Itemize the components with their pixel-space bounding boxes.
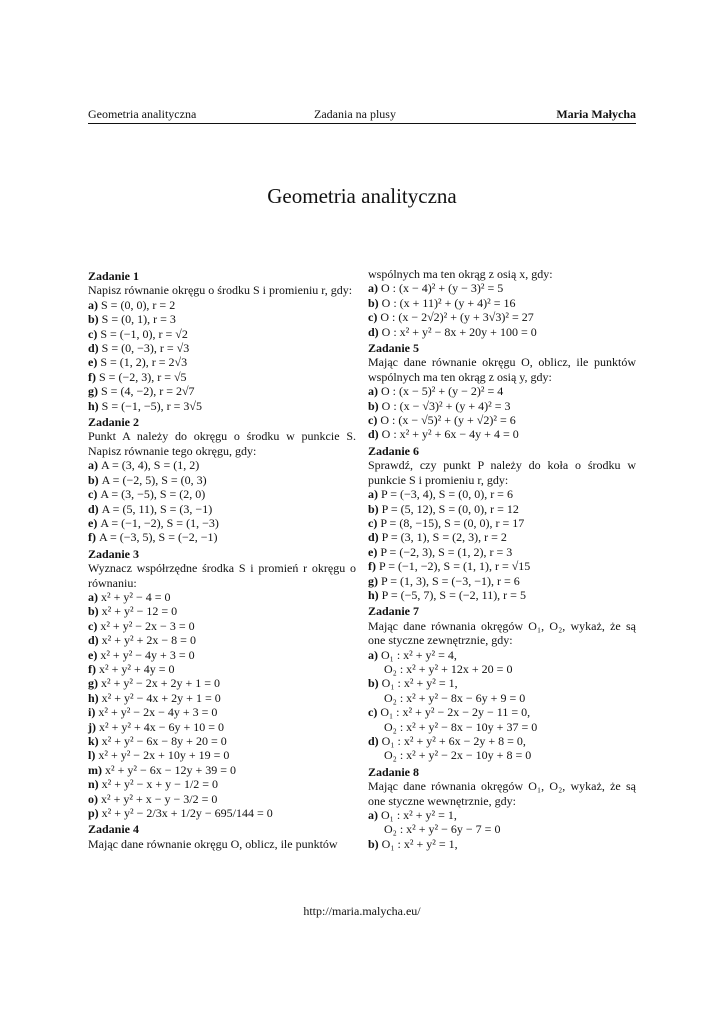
exercise-item — [368, 487, 636, 501]
exercise-item — [88, 619, 356, 633]
item-label: c) — [368, 310, 378, 325]
item-label: d) — [88, 633, 99, 648]
exercise-item — [88, 604, 356, 618]
item-formula: P = (−3, 4), S = (0, 0), r = 6 — [381, 487, 513, 502]
item-label: b) — [88, 472, 99, 487]
exercise-item — [368, 837, 636, 851]
item-formula: P = (8, −15), S = (0, 0), r = 17 — [380, 515, 525, 530]
exercise-heading: Zadanie 8 — [368, 764, 420, 779]
item-formula: P = (−2, 3), S = (1, 2), r = 3 — [380, 544, 513, 559]
exercise-item — [88, 590, 356, 604]
exercise-heading: Zadanie 2 — [88, 415, 140, 430]
item-formula: O : (x − √3)² + (y + 4)² = 3 — [381, 398, 511, 413]
item-formula: x² + y² − 4 = 0 — [101, 589, 171, 604]
exercise-prompt: Mając dane równania okręgów O₁, O₂, wykaż, że są one styczne wewnętrznie, gdy: — [368, 779, 636, 808]
item-label: f) — [88, 530, 96, 545]
item-formula: S = (−2, 3), r = √5 — [99, 369, 187, 384]
item-label: a) — [368, 384, 378, 399]
item-formula: x² + y² + 4x − 6y + 10 = 0 — [99, 719, 225, 734]
item-formula: x² + y² − 2x + 2y + 1 = 0 — [101, 676, 221, 691]
exercise-prompt: wspólnych ma ten okrąg z osią x, gdy: — [368, 267, 553, 281]
exercise-item — [368, 588, 636, 602]
exercise-item — [88, 502, 356, 516]
item-label: l) — [88, 748, 96, 763]
exercise-item — [88, 648, 356, 662]
exercise-prompt: Mając dane równanie okręgu O, oblicz, ile punktów — [88, 836, 338, 851]
item-formula: S = (−1, 0), r = √2 — [100, 326, 188, 341]
item-label: b) — [88, 312, 99, 327]
header-author: Maria Małycha — [556, 107, 636, 121]
item-label: h) — [88, 690, 99, 705]
item-label: m) — [88, 762, 102, 777]
item-formula: S = (−1, −5), r = 3√5 — [101, 398, 202, 413]
item-formula: x² + y² − 12 = 0 — [101, 604, 178, 619]
item-formula: x² + y² + 4y = 0 — [99, 661, 175, 676]
item-label: a) — [368, 487, 378, 502]
item-label: b) — [368, 676, 379, 691]
exercise-item — [368, 384, 636, 398]
item-formula: S = (0, 0), r = 2 — [101, 297, 176, 312]
item-label: a) — [368, 808, 378, 823]
item-formula: S = (4, −2), r = 2√7 — [101, 384, 195, 399]
item-label: h) — [368, 587, 379, 602]
exercise-item — [88, 530, 356, 544]
item-label: a) — [368, 281, 378, 296]
exercise-item — [88, 355, 356, 369]
item-formula: x² + y² + x − y − 3/2 = 0 — [101, 791, 218, 806]
exercise-item — [368, 648, 636, 662]
item-label: p) — [88, 806, 99, 821]
item-formula: x² + y² − 2x − 4y + 3 = 0 — [98, 705, 218, 720]
item-label: h) — [88, 398, 99, 413]
header-center: Zadania na plusy — [314, 107, 396, 121]
item-formula: x² + y² − 6x − 8y + 20 = 0 — [101, 734, 227, 748]
exercise-item — [368, 676, 636, 690]
item-label: e) — [88, 355, 98, 370]
item-formula: A = (−1, −2), S = (1, −3) — [100, 515, 219, 530]
item-formula: x² + y² − x + y − 1/2 = 0 — [101, 777, 219, 792]
item-label: i) — [88, 705, 96, 720]
exercise-prompt: Punkt A należy do okręgu o środku w punkcie S. Napisz równanie tego okręgu, gdy: — [88, 429, 356, 458]
exercise-item — [368, 399, 636, 413]
item-label: c) — [88, 618, 98, 633]
item-formula: O₁ : x² + y² = 1, — [381, 836, 458, 851]
item-label: g) — [88, 384, 98, 399]
exercise-item — [88, 516, 356, 530]
item-formula: O : x² + y² + 6x − 4y + 4 = 0 — [381, 427, 519, 442]
exercise-item-continuation: O₂ : x² + y² + 12x + 20 = 0 — [384, 661, 513, 676]
item-label: d) — [368, 530, 379, 545]
exercise-heading: Zadanie 3 — [88, 546, 140, 561]
item-formula: P = (3, 1), S = (2, 3), r = 2 — [381, 530, 507, 545]
item-formula: O : (x − 5)² + (y − 2)² = 4 — [381, 384, 504, 399]
item-formula: O₁ : x² + y² = 1, — [381, 676, 458, 691]
exercise-item — [88, 384, 356, 398]
item-formula: A = (3, −5), S = (2, 0) — [100, 487, 206, 502]
right-column — [368, 267, 636, 851]
item-formula: O : (x − 2√2)² + (y + 3√3)² = 27 — [380, 310, 534, 325]
exercise-item — [88, 662, 356, 676]
exercise-item — [368, 427, 636, 441]
exercise-item — [368, 574, 636, 588]
item-formula: O₁ : x² + y² + 6x − 2y + 8 = 0, — [381, 734, 526, 748]
item-formula: P = (1, 3), S = (−3, −1), r = 6 — [381, 573, 520, 588]
exercise-heading: Zadanie 4 — [88, 822, 140, 837]
exercise-item — [368, 530, 636, 544]
exercise-prompt: Napisz równanie okręgu o środku S i promieniu r, gdy: — [88, 283, 353, 298]
exercise-item — [88, 748, 356, 762]
page-title: Geometria analityczna — [267, 184, 457, 208]
exercise-heading: Zadanie 7 — [368, 604, 420, 619]
item-formula: x² + y² − 2x − 3 = 0 — [100, 618, 195, 633]
item-label: c) — [88, 326, 98, 341]
exercise-item — [88, 806, 356, 820]
item-formula: x² + y² − 6x − 12y + 39 = 0 — [105, 762, 237, 777]
item-formula: A = (3, 4), S = (1, 2) — [101, 458, 200, 473]
item-label: e) — [88, 647, 98, 662]
exercise-item — [88, 691, 356, 705]
exercise-item — [88, 734, 356, 748]
item-formula: x² + y² − 2x + 10y + 19 = 0 — [98, 748, 230, 763]
item-label: a) — [368, 647, 378, 662]
item-label: f) — [368, 559, 376, 574]
exercise-item — [88, 705, 356, 719]
exercise-item — [88, 473, 356, 487]
item-label: f) — [88, 661, 96, 676]
item-label: d) — [368, 324, 379, 339]
exercise-item — [88, 312, 356, 326]
footer-url: http://maria.malycha.eu/ — [303, 904, 421, 918]
exercise-item — [88, 676, 356, 690]
item-label: a) — [88, 458, 98, 473]
item-label: c) — [368, 705, 378, 720]
exercise-item — [88, 777, 356, 791]
exercise-item — [368, 705, 636, 719]
item-formula: O : (x − 4)² + (y − 3)² = 5 — [381, 281, 504, 296]
item-formula: O : (x + 11)² + (y + 4)² = 16 — [381, 295, 516, 310]
exercise-item — [88, 763, 356, 777]
item-label: k) — [88, 734, 99, 748]
exercise-prompt: Mając dane równanie okręgu O, oblicz, ile punktów wspólnych ma ten okrąg z osią y, gdy: — [368, 355, 636, 384]
exercise-item — [368, 734, 636, 748]
exercise-item — [88, 458, 356, 472]
item-label: b) — [368, 501, 379, 516]
exercise-item — [368, 296, 636, 310]
item-formula: S = (0, −3), r = √3 — [101, 341, 190, 356]
item-label: a) — [88, 589, 98, 604]
exercise-item — [88, 399, 356, 413]
exercise-item — [368, 516, 636, 530]
item-formula: O₁ : x² + y² − 2x − 2y − 11 = 0, — [380, 705, 531, 720]
item-label: d) — [368, 427, 379, 442]
item-formula: A = (−2, 5), S = (0, 3) — [101, 472, 207, 487]
item-label: n) — [88, 777, 99, 792]
exercise-item — [368, 310, 636, 324]
exercise-prompt: Wyznacz współrzędne środka S i promień r okręgu o równaniu: — [88, 561, 356, 590]
exercise-item — [88, 633, 356, 647]
exercise-item — [368, 413, 636, 427]
item-label: b) — [368, 836, 379, 851]
exercise-item — [88, 327, 356, 341]
exercise-item-continuation: O₂ : x² + y² − 6y − 7 = 0 — [384, 822, 501, 837]
exercise-prompt: Sprawdź, czy punkt P należy do koła o środku w punkcie S i promieniu r, gdy: — [368, 458, 636, 487]
item-formula: S = (1, 2), r = 2√3 — [100, 355, 188, 370]
exercise-item — [88, 792, 356, 806]
exercise-item — [368, 325, 636, 339]
item-formula: A = (−3, 5), S = (−2, −1) — [99, 530, 218, 545]
item-formula: S = (0, 1), r = 3 — [101, 312, 176, 327]
running-header — [88, 107, 636, 123]
item-label: d) — [88, 501, 99, 516]
item-label: c) — [368, 515, 378, 530]
header-left: Geometria analityczna — [88, 107, 197, 121]
exercise-heading: Zadanie 5 — [368, 341, 420, 356]
header-rule — [88, 123, 636, 124]
exercise-item — [88, 487, 356, 501]
item-label: e) — [88, 515, 98, 530]
item-formula: x² + y² − 2/3x + 1/2y − 695/144 = 0 — [101, 806, 273, 821]
exercise-item — [88, 298, 356, 312]
exercise-item — [88, 370, 356, 384]
item-label: j) — [88, 719, 96, 734]
exercise-item — [368, 545, 636, 559]
item-formula: O : x² + y² − 8x + 20y + 100 = 0 — [381, 324, 537, 339]
exercise-item — [368, 281, 636, 295]
item-label: b) — [368, 295, 379, 310]
exercise-heading: Zadanie 1 — [88, 269, 140, 283]
item-formula: x² + y² − 4y + 3 = 0 — [100, 647, 195, 662]
item-formula: O₁ : x² + y² = 4, — [381, 647, 457, 662]
item-formula: x² + y² − 4x + 2y + 1 = 0 — [101, 690, 221, 705]
left-column — [88, 267, 356, 851]
exercise-item — [368, 502, 636, 516]
item-label: d) — [88, 341, 99, 356]
item-label: f) — [88, 369, 96, 384]
item-label: o) — [88, 791, 98, 806]
item-formula: A = (5, 11), S = (3, −1) — [101, 501, 213, 516]
item-formula: O₁ : x² + y² = 1, — [381, 808, 457, 823]
item-label: c) — [88, 487, 98, 502]
exercise-item — [368, 808, 636, 822]
item-formula: O : (x − √5)² + (y + √2)² = 6 — [380, 413, 516, 428]
item-label: a) — [88, 297, 98, 312]
item-label: b) — [88, 604, 99, 619]
item-label: g) — [368, 573, 378, 588]
item-label: b) — [368, 398, 379, 413]
exercise-prompt: Mając dane równania okręgów O₁, O₂, wykaż, że są one styczne zewnętrznie, gdy: — [368, 618, 636, 648]
item-formula: x² + y² + 2x − 8 = 0 — [101, 633, 196, 648]
exercise-heading: Zadanie 6 — [368, 443, 420, 458]
exercise-item — [88, 720, 356, 734]
item-label: c) — [368, 413, 378, 428]
item-label: d) — [368, 734, 379, 748]
item-label: e) — [368, 544, 378, 559]
exercise-item-continuation: O₂ : x² + y² − 8x − 10y + 37 = 0 — [384, 719, 538, 734]
exercise-item — [368, 559, 636, 573]
exercise-item — [88, 341, 356, 355]
item-formula: P = (−5, 7), S = (−2, 11), r = 5 — [381, 587, 526, 602]
item-label: g) — [88, 676, 98, 691]
exercise-item-continuation: O₂ : x² + y² − 8x − 6y + 9 = 0 — [384, 690, 526, 705]
exercise-item-continuation: O₂ : x² + y² − 2x − 10y + 8 = 0 — [384, 748, 532, 763]
item-formula: P = (−1, −2), S = (1, 1), r = √15 — [379, 559, 531, 574]
item-formula: P = (5, 12), S = (0, 0), r = 12 — [381, 501, 519, 516]
